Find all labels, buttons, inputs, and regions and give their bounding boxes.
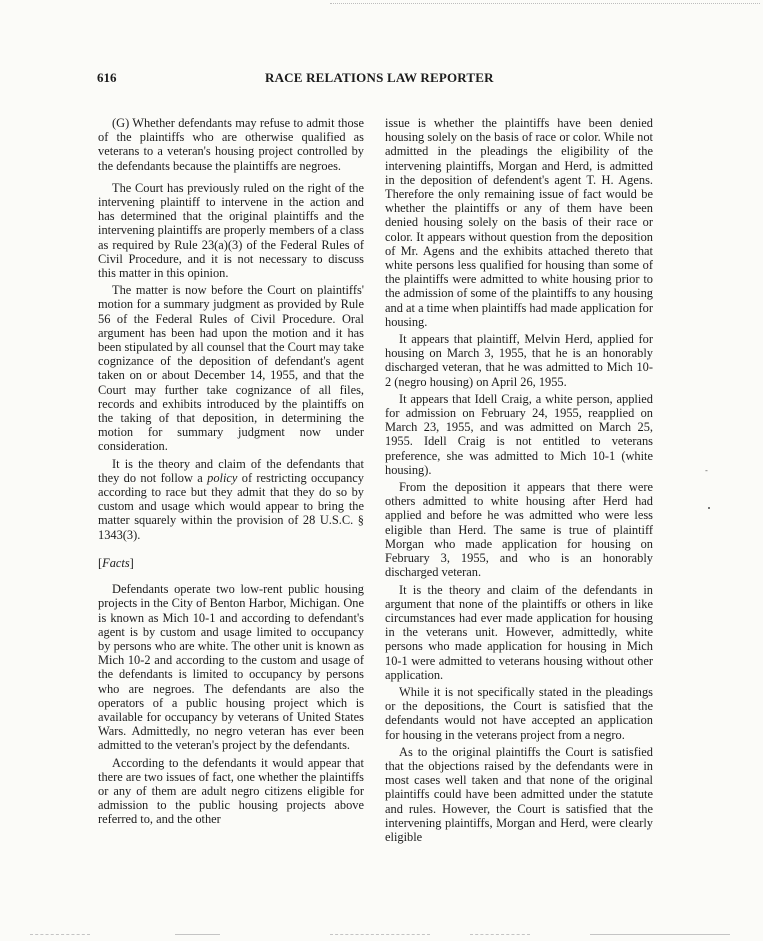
paragraph: The matter is now before the Court on plaintiffs' motion for a summary judgment as provided by Rule 56 of the Federal Rules of Civil Procedure. Oral argument has been had upon the motion and it has been stipulated by all counsel that the Court may take cognizance of the deposition of defendant's agent taken on or about December 14, 1955, and that the Court may further take cognizance of all files, records and exhibits introduced by the plaintiffs on the taking of that deposition, in determining the motion for summary judgment now under consideration. bbox=[98, 283, 364, 454]
section-heading: [Facts] bbox=[98, 555, 134, 570]
paragraph bbox=[98, 457, 364, 542]
paragraph: Defendants operate two low-rent public housing projects in the City of Benton Harbor, Michigan. One is known as Mich 10-1 and according to defendant's agent is by custom and usage limited to occupancy by persons who are white. The other unit is known as Mich 10-2 and according to the custom and usage of the defendants is limited to occupancy by persons who are negroes. The defendants are also the operators of a public housing project which is available for occupancy by veterans of United States Wars. Admittedly, no negro veteran has ever been admitted to the veteran's project by the defendants. bbox=[98, 582, 364, 753]
scan-bottom-edge bbox=[175, 934, 220, 935]
stray-mark: - bbox=[705, 466, 708, 475]
scan-bottom-edge bbox=[470, 934, 530, 935]
scan-top-edge bbox=[330, 3, 760, 4]
page-number: 616 bbox=[97, 70, 117, 85]
paragraph: It is the theory and claim of the defendants in argument that none of the plaintiffs or others in like circumstances had ever made application for housing in the veterans unit. However, admittedly, white persons who made application for housing in Mich 10-1 were admitted to veterans housing without other application. bbox=[385, 582, 653, 682]
scan-bottom-edge bbox=[330, 934, 430, 935]
paragraph: It appears that plaintiff, Melvin Herd, applied for housing on March 3, 1955, that he is an honorably discharged veteran, that he was admitted to Mich 10-2 (negro housing) on April 26, 1955. bbox=[385, 332, 653, 389]
scan-bottom-edge bbox=[30, 934, 90, 935]
paragraph: issue is whether the plaintiffs have been denied housing solely on the basis of race or color. While not admitted in the pleadings the eligibility of the intervening plaintiffs, Morgan and Herd, is admitted in the deposition of defendent's agent T. H. Agens. Therefore the only remaining issue of fact would be whether the plaintiffs or any of them have been denied housing solely on the basis of their race or color. It appears without question from the deposition of Mr. Agens and the exhibits attached thereto that white persons less qualified for housing than some of the plaintiffs were admitted to white housing prior to the admission of some of the plaintiffs to any housing and at a time when plaintiffs had made application for housing. bbox=[385, 116, 653, 329]
left-column bbox=[98, 116, 364, 830]
issue-g-paragraph: (G) Whether defendants may refuse to admit those of the plaintiffs who are otherwise qualified as veterans to a veteran's housing project controlled by the defendants because the plaintiffs are negroes. bbox=[98, 116, 364, 173]
italic-text: policy bbox=[207, 470, 238, 485]
paragraph: From the deposition it appears that there were others admitted to white housing after Herd had applied and before he was admitted who were less eligible than Herd. The same is true of plaintiff Morgan who made application for housing on February 3, 1955, and who is an honorably discharged veteran. bbox=[385, 480, 653, 580]
paragraph: As to the original plaintiffs the Court is satisfied that the objections raised by the defendants were in most cases well taken and that none of the original plaintiffs could have been admitted under the statute and rules. However, the Court is satisfied that the intervening plaintiffs, Morgan and Herd, were clearly eligible bbox=[385, 744, 653, 844]
text-run: It is the theory and claim of the defendants that they do not follow a bbox=[98, 456, 364, 485]
paragraph: The Court has previously ruled on the right of the intervening plaintiff to intervene in the action and has determined that the original plaintiffs and the intervening plaintiffs are properly members of a class as required by Rule 23(a)(3) of the Federal Rules of Civil Procedure, and it is not necessary to discuss this matter in this opinion. bbox=[98, 180, 364, 281]
section-heading-text: Facts bbox=[102, 555, 130, 570]
paragraph: It appears that Idell Craig, a white person, applied for admission on February 24, 1955, reapplied on March 23, 1955, and was admitted on March 25, 1955. Idell Craig is not entitled to veterans preference, she was admitted to Mich 10-1 (white housing). bbox=[385, 391, 653, 477]
paragraph: According to the defendants it would appear that there are two issues of fact, one whether the plaintiffs or any of them are adult negro citizens eligible for admission to the public housing projects above referred to, and the other bbox=[98, 755, 364, 827]
right-column bbox=[385, 116, 653, 847]
stray-dot bbox=[708, 507, 710, 509]
scan-bottom-edge bbox=[590, 934, 730, 935]
running-head: RACE RELATIONS LAW REPORTER bbox=[265, 70, 494, 85]
paragraph: While it is not specifically stated in the pleadings or the depositions, the Court is satisfied that the defendants would not have accepted an application for housing in the veterans project from a negro. bbox=[385, 684, 653, 742]
text-run: of restricting occupancy according to race but they admit that they do so by custom and usage which would appear to bring the matter squarely within the provision of 28 U.S.C. § 1343(3). bbox=[98, 470, 364, 542]
